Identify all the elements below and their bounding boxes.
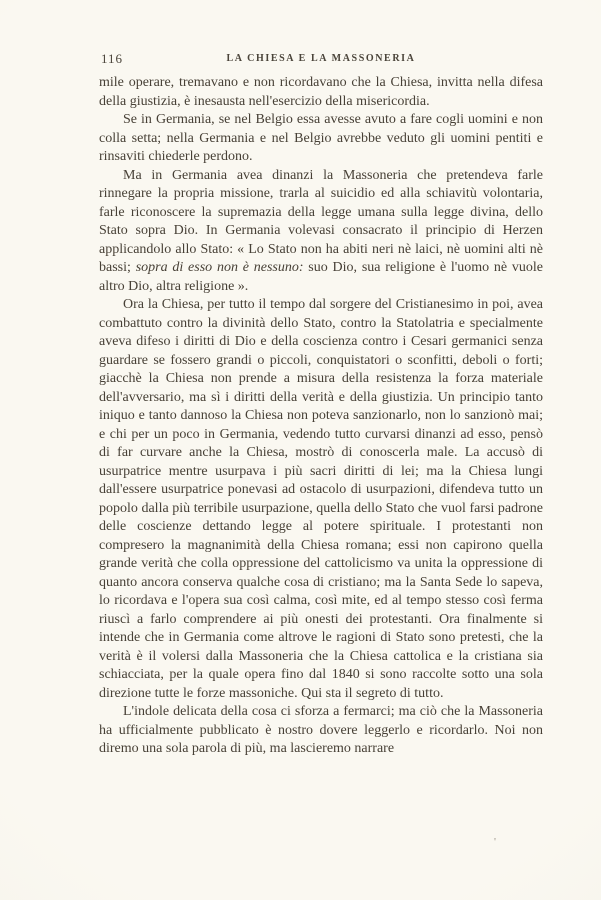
paragraph-herzen-text-after: suo Dio, sua religione è l'uomo nè vuole altro Dio, altra religione ». bbox=[99, 260, 544, 294]
paragraph-herzen-italic-quote: sopra di esso non è nessuno: bbox=[135, 260, 304, 275]
paragraph-continuation: mile operare, tremavano e non ricordavano che la Chiesa, invitta nella difesa della giustizia, è inesausta nell'esercizio della misericordia. bbox=[99, 75, 543, 109]
paragraph-germania-belgio: Se in Germania, se nel Belgio essa avesse avuto a fare cogli uomini e non colla setta; nella Germania e nel Belgio avrebbe veduto gli uomini pentiti e rinsaviti chiederle perdono. bbox=[99, 112, 543, 164]
running-header-title: LA CHIESA E LA MASSONERIA bbox=[226, 53, 416, 64]
paragraph-herzen-text: Ma in Germania avea dinanzi la Massoneria che pretendeva farle rinnegare la propria missione, trarla al suicidio ed alla schiavitù volontaria, farle riconoscere la supremazia della legge umana sulla legge divina, dello Stato sopra Dio. In Germania volevasi consacrato il principio di Herzen applicandolo allo Stato: « Lo Stato non ha abiti neri nè laici, nè uomini alti nè bassi; bbox=[99, 167, 543, 275]
paragraph-herzen bbox=[99, 167, 543, 297]
text-block bbox=[99, 74, 543, 759]
running-head bbox=[99, 50, 543, 68]
paragraph-chiesa-stato: Ora la Chiesa, per tutto il tempo dal sorgere del Cristianesimo in poi, avea combattuto contro la divinità dello Stato, contro la Statolatria e specialmente aveva difeso i diritti di Dio e della coscienza contro i Cesari germanici senza guardare se fossero grandi o piccoli, conquistatori o sconfitti, deboli o forti; giacchè la Chiesa non prende a misura della resistenza la forza materiale dell'avversario, ma sì i diritti della verità e della giustizia. Un principio tanto iniquo e tanto dannoso la Chiesa non poteva sanzionarlo, non lo sanzionò mai; e chi per un poco in Germania, vedendo tutto curvarsi dinanzi ad esso, pensò di far curvare anche la Chiesa, mostrò di conoscerla male. La accusò di usurpatrice mentre usurpava i più sacri diritti di lei; ma la Chiesa lungi dall'essere usurpatrice ponevasi ad ostacolo di usurpazioni, difendeva tutto un popolo dalla più terribile usurpazione, quella dello Stato che vuol farsi padrone delle coscienze dettando legge al potere spirituale. I protestanti non compresero la magnanimità della Chiesa romana; essi non capirono quella grande verità che colla oppressione del cattolicismo va unita la oppressione di quanto ancora conserva qualche cosa di cristiano; ma la Santa Sede lo sapeva, lo ricordava e l'opera sua così calma, così mite, ed al tempo stesso così ferma riuscì a farlo comprendere ai più onesti dei protestanti. Ora finalmente si intende che in Germania come altrove le ragioni di Stato sono pretesti, che la verità è il volersi dalla Massoneria che la Chiesa cattolica e la cristiana sia schiacciata, per la quale opera fino dal 1840 si sono raccolte sotto una sola direzione tutte le forze massoniche. Qui sta il segreto di tutto. bbox=[99, 297, 543, 701]
page-number: 116 bbox=[101, 51, 124, 66]
scan-artifact: ' bbox=[494, 836, 496, 848]
paragraph-indole-delicata: L'indole delicata della cosa ci sforza a fermarci; ma ciò che la Massoneria ha ufficialmente pubblicato è nostro dovere leggerlo e ricordarlo. Noi non diremo una sola parola di più, ma lascieremo narrare bbox=[99, 704, 543, 756]
